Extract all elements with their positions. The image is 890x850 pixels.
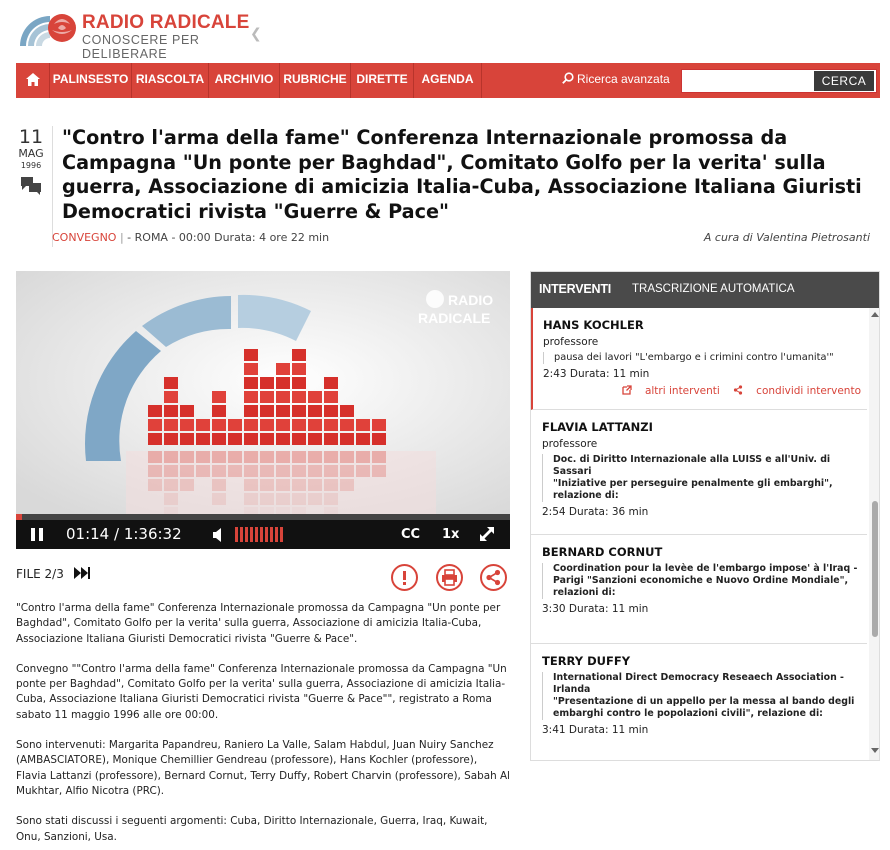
event-meta: [52, 231, 329, 244]
event-location-time: - ROMA - 00:00 Durata: 4 ore 22 min: [127, 231, 330, 244]
alert-icon: [393, 566, 416, 589]
main-nav: [16, 63, 880, 98]
other-interventions-label: altri interventi: [644, 385, 720, 397]
title-divider: [52, 126, 53, 247]
intervention-item[interactable]: [531, 644, 867, 761]
volume-slider[interactable]: [235, 527, 285, 542]
scroll-up-icon[interactable]: [871, 312, 879, 317]
speaker-role: professore: [543, 336, 599, 348]
tab-interventi[interactable]: INTERVENTI: [539, 282, 612, 296]
intervention-topic: pausa dei lavori "L'embargo e i crimini contro l'umanita'": [543, 352, 867, 364]
intervention-item[interactable]: [531, 308, 867, 410]
nav-item-archivio[interactable]: ARCHIVIO: [209, 63, 280, 98]
speaker-name[interactable]: FLAVIA LATTANZI: [542, 420, 653, 434]
site-logo[interactable]: [16, 8, 276, 61]
nav-item-riascolta[interactable]: RIASCOLTA: [132, 63, 209, 98]
other-interventions-link[interactable]: [622, 385, 720, 397]
external-link-icon: [622, 385, 632, 395]
intervention-links: [543, 384, 867, 398]
share-intervention-label: condividi intervento: [756, 385, 861, 397]
intervention-time: 2:54 Durata: 36 min: [542, 506, 649, 518]
intervention-item[interactable]: [531, 410, 867, 535]
intervention-time: 2:43 Durata: 11 min: [543, 368, 650, 380]
speaker-name[interactable]: BERNARD CORNUT: [542, 545, 663, 559]
intervention-time: 3:30 Durata: 11 min: [542, 603, 649, 615]
panel-scrollbar[interactable]: [869, 308, 880, 761]
pause-icon[interactable]: [31, 528, 43, 541]
advanced-search-link[interactable]: [562, 63, 670, 98]
logo-tagline: CONOSCERE PER DELIBERARE: [82, 33, 200, 61]
tab-trascrizione[interactable]: TRASCRIZIONE AUTOMATICA: [632, 283, 795, 295]
nav-item-rubriche[interactable]: RUBRICHE: [280, 63, 351, 98]
share-intervention-link[interactable]: [733, 385, 861, 397]
logo-emblem-icon: [16, 8, 78, 48]
panel-tabs: [531, 272, 880, 308]
scroll-down-icon[interactable]: [871, 748, 879, 753]
event-description: [16, 601, 510, 850]
file-indicator: [16, 567, 90, 581]
advanced-search-label: Ricerca avanzata: [577, 72, 670, 86]
page-title: "Contro l'arma della fame" Conferenza Internazionale promossa da Campagna "Un ponte per Baghdad", Comitato Golfo per la verita' sulla guerra, Associazione di amicizia Italia-Cuba, Associazione Italiana Giuristi Democratici rivista "Guerre & Pace": [62, 126, 862, 223]
print-icon: [438, 566, 461, 589]
fullscreen-icon[interactable]: [480, 527, 494, 541]
scroll-thumb[interactable]: [872, 501, 878, 637]
interventions-list: [531, 308, 867, 761]
event-curator: A cura di Valentina Pietrosanti: [703, 231, 870, 244]
nav-item-dirette[interactable]: DIRETTE: [351, 63, 414, 98]
speed-button[interactable]: 1x: [442, 527, 460, 542]
speech-bubbles-icon[interactable]: [20, 175, 42, 195]
watermark-line2: RADICALE: [418, 310, 491, 326]
player-artwork: [16, 271, 510, 514]
intervention-topic: Coordination pour la levèe de l'embargo impose' à l'Iraq - Parigi "Sanzioni economiche e Nuovo Ordine Mondiale", relazioni di:: [542, 563, 867, 599]
time-display: 01:14 / 1:36:32: [66, 525, 182, 543]
player-controls: [16, 520, 510, 549]
chevron-left-icon[interactable]: ❮: [250, 26, 262, 42]
interventions-panel: [530, 271, 880, 761]
share-button[interactable]: [480, 564, 507, 591]
topics-paragraph: Sono stati discussi i seguenti argomenti: Cuba, Diritto Internazionale, Guerra, Iraq, Kuwait, Onu, Sanzioni, Usa.: [16, 815, 488, 843]
nav-home[interactable]: [16, 63, 50, 98]
watermark-line1: RADIO: [448, 292, 494, 308]
home-icon: [26, 73, 40, 86]
description-paragraph: Convegno ""Contro l'arma della fame" Conferenza Internazionale promossa da Campagna "Un ponte per Baghdad", Comitato Golfo per la verita' sulla guerra, Associazione di amicizia Italia-Cuba, Associazione Italiana Giuristi Democratici rivista "Guerre & Pace"", registrato a Roma sabato 11 maggio 1996 alle ore 00:00.: [16, 662, 507, 721]
skip-next-icon[interactable]: [74, 567, 90, 579]
share-icon: [482, 566, 505, 589]
search-icon: [562, 72, 574, 84]
date-month: MAG: [18, 147, 44, 160]
meta-separator: |: [119, 231, 124, 244]
intervention-time: 3:41 Durata: 11 min: [542, 724, 649, 736]
event-date: [16, 126, 46, 199]
search-button[interactable]: CERCA: [814, 71, 874, 91]
file-label: FILE 2/3: [16, 567, 64, 581]
date-day: 11: [18, 126, 44, 148]
intervention-topic: International Direct Democracy Reseaech Association - Irlanda "Presentazione di un appello per la messa al bando degli embarghi contro le popolazioni civili", relazione di:: [542, 672, 867, 720]
speakers-paragraph: Sono intervenuti: Margarita Papandreu, Raniero La Valle, Salam Habdul, Juan Nuiry Sanchez (AMBASCIATORE), Monique Chemillier Gendreau (professore), Hans Kochler (professore), Flavia Lattanzi (professore), Bernard Cornut, Terry Duffy, Robert Charvin (professore), Sabah Al Mukhtar, Alfio Nicotra (PRC).: [16, 739, 510, 797]
speaker-role: professore: [542, 438, 598, 450]
event-category[interactable]: CONVEGNO: [52, 231, 117, 244]
speaker-name[interactable]: TERRY DUFFY: [542, 654, 631, 668]
intervention-item[interactable]: [531, 535, 867, 644]
share-icon: [733, 385, 743, 395]
date-year: 1996: [20, 161, 42, 170]
nav-item-agenda[interactable]: AGENDA: [414, 63, 482, 98]
captions-button[interactable]: CC: [401, 527, 421, 542]
intervention-topic: Doc. di Diritto Internazionale alla LUISS e all'Univ. di Sassari "Iniziative per perseguire penalmente gli embarghi", relazione di:: [542, 454, 867, 502]
logo-title: RADIO RADICALE: [82, 12, 250, 33]
media-player[interactable]: [16, 271, 510, 549]
speaker-name[interactable]: HANS KOCHLER: [543, 318, 644, 332]
description-paragraph: "Contro l'arma della fame" Conferenza Internazionale promossa da Campagna "Un ponte per Baghdad", Comitato Golfo per la verita' sulla guerra, Associazione di amicizia Italia-Cuba, Associazione Italiana Giuristi Democratici rivista "Guerre & Pace".: [16, 602, 501, 645]
report-button[interactable]: [391, 564, 418, 591]
print-button[interactable]: [436, 564, 463, 591]
volume-icon[interactable]: [213, 528, 225, 542]
nav-item-palinsesto[interactable]: PALINSESTO: [50, 63, 132, 98]
